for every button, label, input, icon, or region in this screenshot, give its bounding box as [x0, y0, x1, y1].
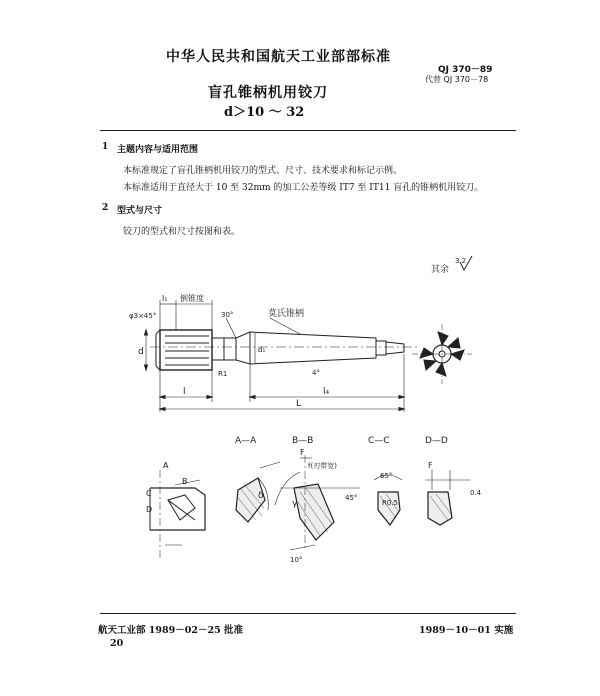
section1-number: 1 — [102, 142, 109, 152]
angle-45-label: 45° — [345, 494, 358, 502]
approval-date: 航天工业部 1989－02－25 批准 — [98, 625, 243, 636]
view-label-c: C — [146, 489, 152, 498]
tolerance-note: 0.4 — [470, 489, 482, 497]
l1-label: l₁ — [162, 294, 168, 303]
section-c-c-title: C—C — [368, 436, 390, 446]
angle-30-label: 30° — [221, 311, 234, 319]
view-label-a: A — [163, 461, 169, 470]
section1-heading: 主题内容与适用范围 — [117, 145, 199, 155]
roughness-value: 3.2 — [455, 257, 467, 265]
standard-number: QJ 370－89 — [438, 65, 493, 75]
r1-label: R1 — [218, 370, 228, 378]
dim-d-label: d — [138, 347, 144, 357]
tip-detail-view — [150, 470, 205, 560]
section2-heading: 型式与尺寸 — [117, 206, 163, 216]
section-d-d-title: D—D — [425, 436, 448, 446]
lead-angle-label: 4° — [312, 369, 320, 377]
section-b-b-title: B—B — [292, 436, 314, 446]
f-label-d: F — [428, 461, 433, 470]
gamma-symbol: γ — [292, 499, 298, 509]
angle-10-label: 10° — [290, 556, 303, 564]
delta-symbol: δ — [258, 491, 264, 501]
section-d-d — [425, 470, 470, 525]
section2-number: 2 — [102, 203, 109, 213]
view-label-b: B — [182, 477, 188, 486]
page-number: 20 — [110, 638, 124, 649]
dim-l-label: l — [183, 387, 186, 397]
document-subtitle: d＞10 ～ 32 — [224, 105, 305, 120]
f-label-b: F — [300, 448, 305, 457]
angle-65-label: 65° — [380, 472, 393, 480]
document-title: 盲孔锥柄机用铰刀 — [208, 85, 328, 101]
issuing-organization: 中华人民共和国航天工业部部标准 — [166, 49, 391, 65]
taper-label: 莫氏锥柄 — [268, 309, 305, 319]
section2-paragraph-1: 铰刀的型式和尺寸按图和表。 — [123, 227, 241, 237]
section1-paragraph-1: 本标准规定了盲孔锥柄机用铰刀的型式、尺寸、技术要求和标记示例。 — [123, 166, 403, 176]
surface-note: 其余 — [431, 265, 450, 275]
section1-paragraph-2: 本标准适用于直径大于 10 至 32mm 的加工公差等级 IT7 至 IT11 盲孔的锥柄机用铰刀。 — [123, 183, 484, 193]
view-label-d: D — [146, 505, 153, 514]
replaces-standard: 代替 QJ 370－78 — [425, 75, 489, 84]
neck-label: 倒锥度 — [180, 294, 204, 303]
effective-date: 1989－10－01 实施 — [419, 625, 514, 636]
radius-note: R0.5 — [382, 499, 398, 507]
chamfer-label: φ3×45° — [129, 312, 157, 320]
edge-width-note: f(刃带宽) — [308, 462, 337, 470]
dim-L-label: L — [296, 399, 302, 409]
reamer-end-view — [412, 324, 472, 384]
dim-l4-label: l₄ — [323, 387, 330, 397]
footer-rule — [100, 613, 516, 614]
dim-d1-label: d₁ — [258, 346, 266, 354]
section-a-a-title: A—A — [235, 436, 257, 446]
